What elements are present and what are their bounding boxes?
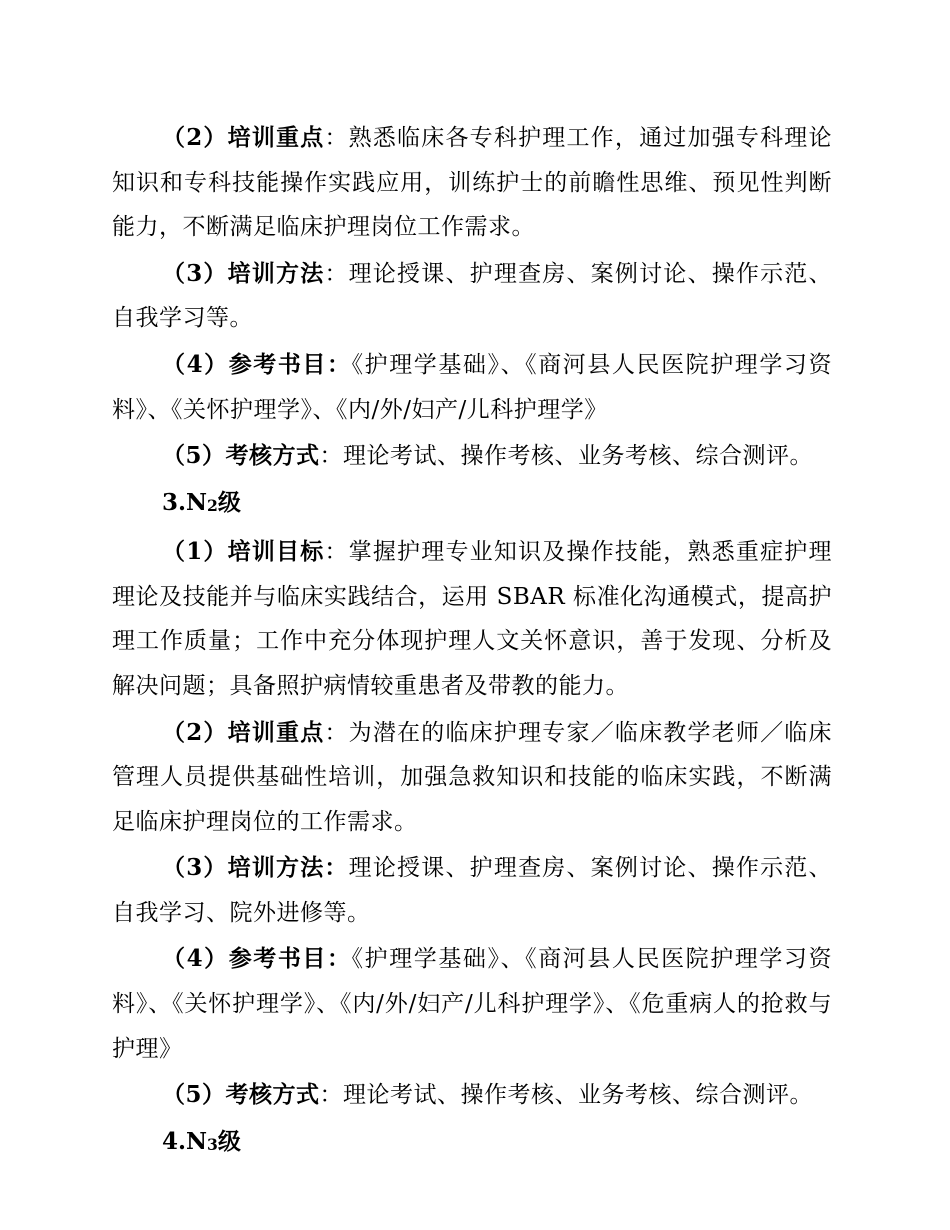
section-suffix: 级 [217,488,241,516]
paragraph-heading: （3）培训方法 [162,259,325,287]
paragraph-heading: （2）培训重点 [162,124,325,151]
paragraph-heading: （2）培训重点 [162,718,325,746]
paragraph-heading: （4）参考书目： [162,350,352,378]
paragraph-training-method [112,252,832,341]
paragraph-training-goal [112,530,832,708]
paragraph-heading: （1）培训目标 [162,538,325,566]
paragraph-text: ：理论授课、护理查房、案例讨论、操作示范、自我学习等。 [112,260,832,332]
paragraph-text: 《护理学基础》、《商河县人民医院护理学习资料》、《关怀护理学》、《内/外/妇产/儿科护理学》 [112,351,832,423]
paragraph-heading: （4）参考书目： [162,945,352,973]
paragraph-training-focus [112,711,832,845]
paragraph-reference-books [112,937,832,1071]
paragraph-text: 《护理学基础》、《商河县人民医院护理学习资料》、《关怀护理学》、《内/外/妇产/儿科护理学》、《危重病人的抢救与护理》 [112,946,832,1062]
section-level-subscript: 2 [207,495,218,515]
paragraph-text: ：理论考试、操作考核、业务考核、综合测评。 [319,1082,814,1109]
section-heading-n3 [112,1120,832,1167]
paragraph-heading: （5）考核方式 [162,442,320,470]
paragraph-text: ：理论考试、操作考核、业务考核、综合测评。 [319,443,814,470]
paragraph-assessment-method [112,1073,832,1118]
paragraph-training-method [112,846,832,935]
paragraph-assessment-method [112,434,832,479]
paragraph-heading: （3）培训方法： [162,854,349,882]
paragraph-reference-books [112,343,832,432]
section-heading-n2 [112,481,832,528]
paragraph-text: ：为潜在的临床护理专家／临床教学老师／临床管理人员提供基础性培训，加强急救知识和技能的临床实践，不断满足临床护理岗位的工作需求。 [112,719,832,835]
paragraph-training-focus [112,116,832,250]
section-prefix: 3.N [162,488,208,516]
paragraph-text: 理论授课、护理查房、案例讨论、操作示范、自我学习、院外进修等。 [112,855,832,926]
paragraph-heading: （5）考核方式 [162,1081,320,1109]
section-prefix: 4.N [162,1127,208,1155]
document-body [112,116,832,1169]
paragraph-text: ：掌握护理专业知识及操作技能，熟悉重症护理理论及技能并与临床实践结合，运用 SBAR 标准化沟通模式，提高护理工作质量；工作中充分体现护理人文关怀意识，善于发现、分析及解决问题；具备照护病情较重患者及带教的能力。 [112,539,832,699]
section-suffix: 级 [217,1127,241,1155]
section-level-subscript: 3 [207,1134,218,1154]
paragraph-text: ：熟悉临床各专科护理工作，通过加强专科理论知识和专科技能操作实践应用，训练护士的前瞻性思维、预见性判断能力，不断满足临床护理岗位工作需求。 [112,125,832,241]
